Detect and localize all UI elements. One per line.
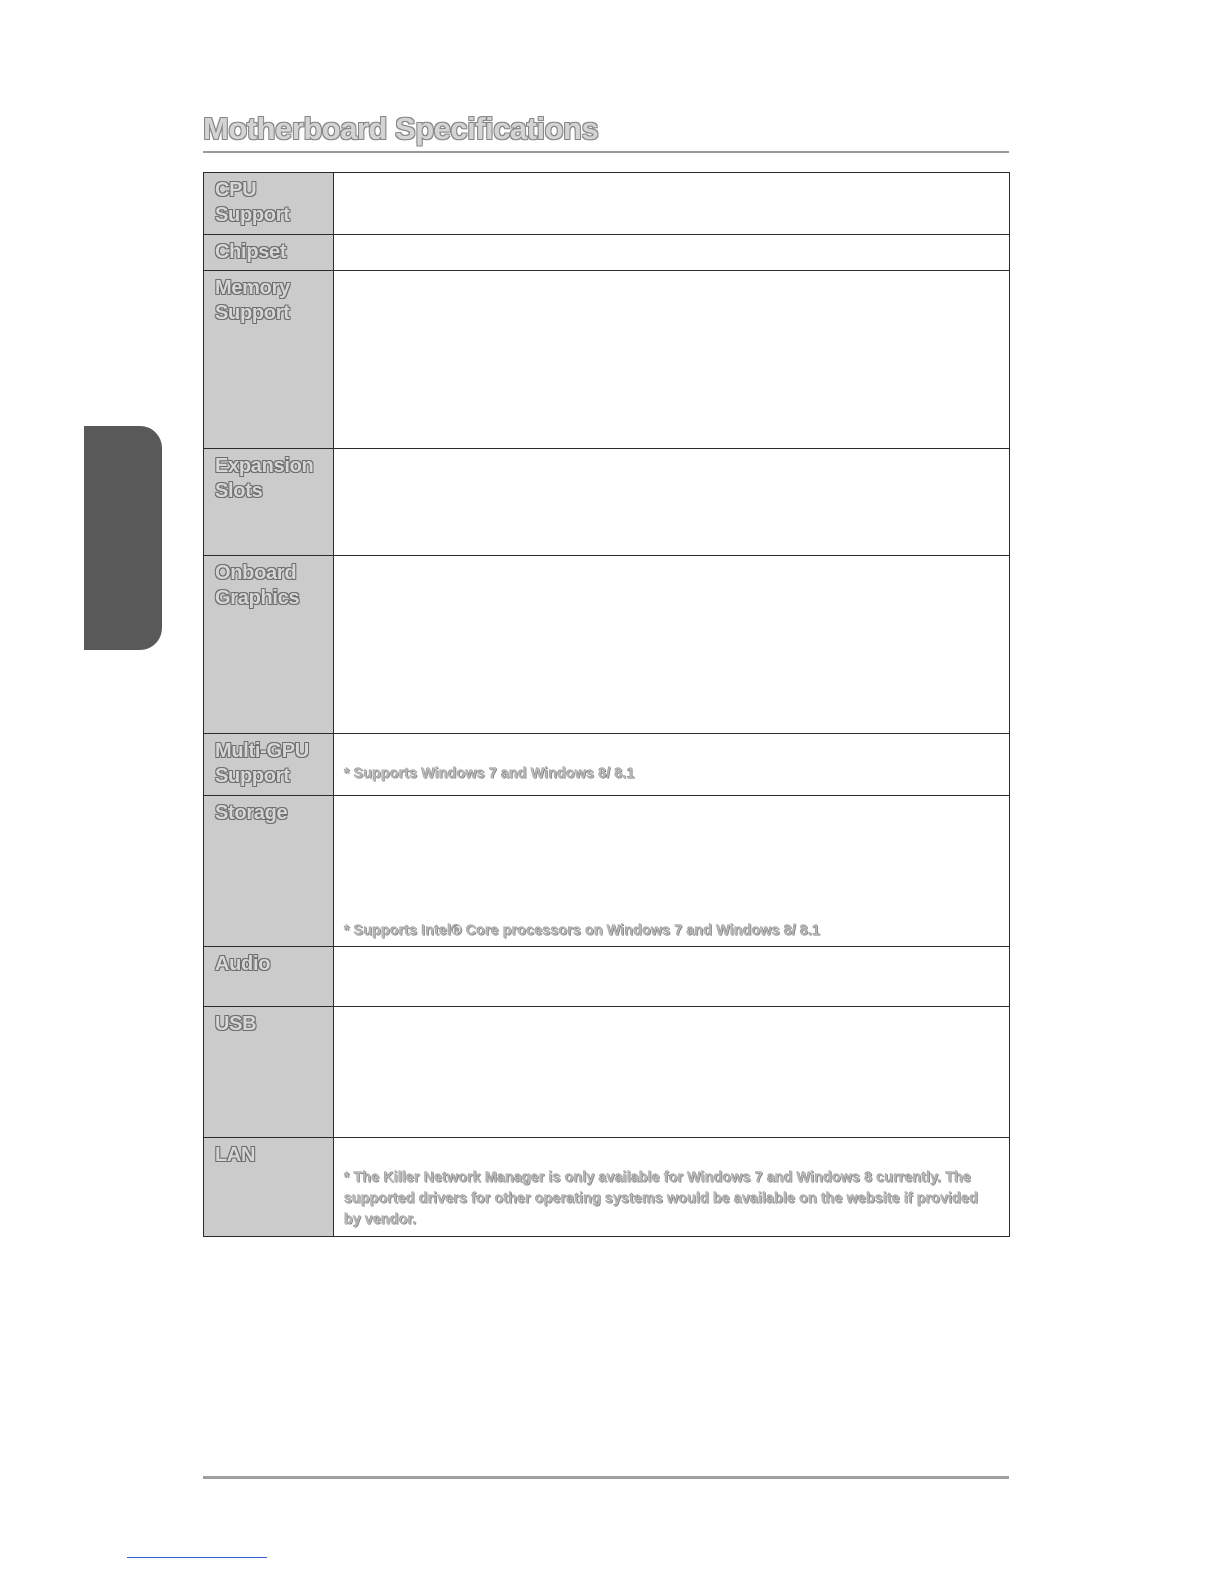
footnote: * Supports Windows 7 and Windows 8/ 8.1 bbox=[344, 766, 635, 782]
spec-table bbox=[203, 172, 1010, 1237]
spec-row-audio bbox=[204, 947, 1010, 1007]
spec-value bbox=[334, 173, 1010, 235]
spec-label: Storage bbox=[204, 796, 334, 947]
spec-value bbox=[334, 556, 1010, 734]
spec-value bbox=[334, 947, 1010, 1007]
spec-value bbox=[334, 796, 1010, 947]
spec-value bbox=[334, 1138, 1010, 1237]
spec-value bbox=[334, 271, 1010, 449]
spec-label: USB bbox=[204, 1007, 334, 1138]
page-title: Motherboard Specifications bbox=[203, 111, 599, 146]
spec-row-onboard-graphics bbox=[204, 556, 1010, 734]
spec-label: Expansion Slots bbox=[204, 449, 334, 556]
spec-value bbox=[334, 734, 1010, 796]
corner-mark-line bbox=[127, 1557, 267, 1558]
spec-row-multi-gpu-support bbox=[204, 734, 1010, 796]
spec-value bbox=[334, 235, 1010, 271]
spec-label: LAN bbox=[204, 1138, 334, 1237]
spec-row-cpu-support bbox=[204, 173, 1010, 235]
footnote: * The Killer Network Manager is only available for Windows 7 and Windows 8 currently. The supported drivers for other operating systems would be available on the website if provided by vendor. bbox=[344, 1170, 979, 1228]
spec-row-expansion-slots bbox=[204, 449, 1010, 556]
spec-label: Multi-GPU Support bbox=[204, 734, 334, 796]
spec-label: Onboard Graphics bbox=[204, 556, 334, 734]
spec-value bbox=[334, 1007, 1010, 1138]
title-divider bbox=[203, 151, 1009, 153]
spec-row-chipset bbox=[204, 235, 1010, 271]
spec-label: Audio bbox=[204, 947, 334, 1007]
spec-label: CPU Support bbox=[204, 173, 334, 235]
footer-divider bbox=[203, 1476, 1009, 1479]
spec-row-usb bbox=[204, 1007, 1010, 1138]
spec-label: Memory Support bbox=[204, 271, 334, 449]
spec-value bbox=[334, 449, 1010, 556]
side-chapter-tab bbox=[84, 426, 162, 650]
spec-row-storage bbox=[204, 796, 1010, 947]
spec-row-memory-support bbox=[204, 271, 1010, 449]
spec-row-lan bbox=[204, 1138, 1010, 1237]
spec-label: Chipset bbox=[204, 235, 334, 271]
footnote: * Supports Intel® Core processors on Windows 7 and Windows 8/ 8.1 bbox=[344, 923, 821, 939]
